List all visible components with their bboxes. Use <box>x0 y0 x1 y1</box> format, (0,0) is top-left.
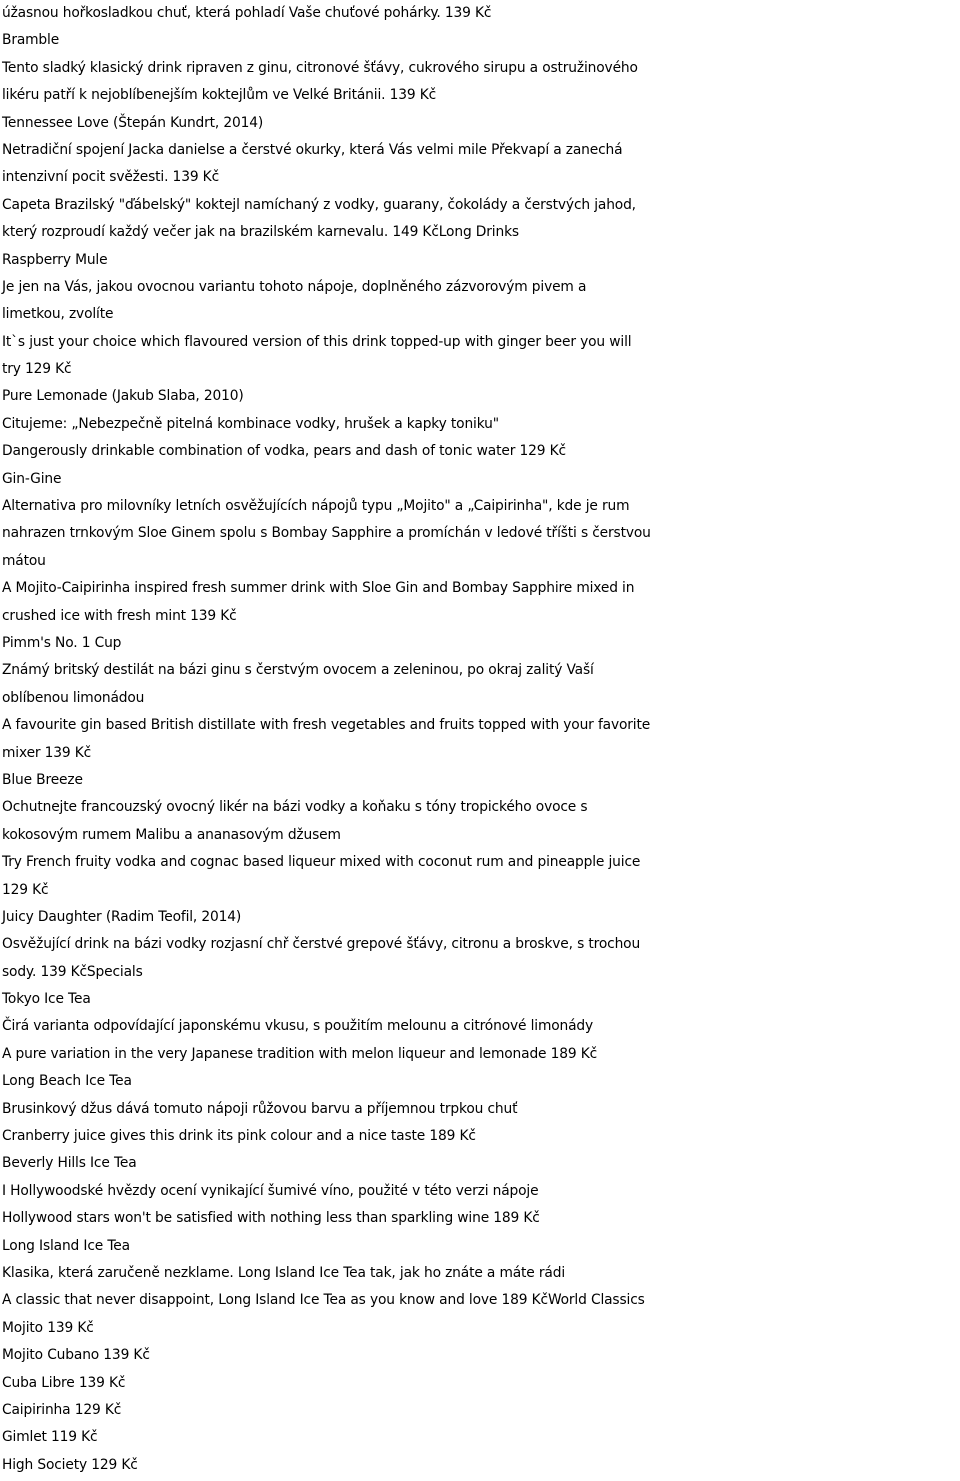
text-line: Tento sladký klasický drink ripraven z ginu, citronové šťávy, cukrového sirupu a ostružinového <box>2 59 638 76</box>
drink-name-gin-gine: Gin-Gine <box>2 470 62 487</box>
drink-name-tennessee-love: Tennessee Love (Štepán Kundrt, 2014) <box>2 114 264 131</box>
text-line: crushed ice with fresh mint 139 Kč <box>2 607 237 624</box>
drink-name-blue-breeze: Blue Breeze <box>2 771 83 788</box>
text-line: It`s just your choice which flavoured version of this drink topped-up with ginger beer you will <box>2 333 632 350</box>
text-line: 129 Kč <box>2 881 49 898</box>
text-line: Dangerously drinkable combination of vodka, pears and dash of tonic water 129 Kč <box>2 443 566 460</box>
text-line: kokosovým rumem Malibu a ananasovým džusem <box>2 826 341 843</box>
text-line: oblíbenou limonádou <box>2 689 145 706</box>
text-line: sody. 139 KčSpecials <box>2 963 143 980</box>
text-line: A classic that never disappoint, Long Island Ice Tea as you know and love 189 KčWorld Classics <box>2 1292 645 1309</box>
text-line: nahrazen trnkovým Sloe Ginem spolu s Bombay Sapphire a promíchán v ledové tříšti s čerstvou <box>2 525 651 542</box>
drink-name-pure-lemonade: Pure Lemonade (Jakub Slaba, 2010) <box>2 388 244 405</box>
drink-item-gimlet: Gimlet 119 Kč <box>2 1429 98 1446</box>
text-line: úžasnou hořkosladkou chuť, která pohladí Vaše chuťové pohárky. 139 Kč <box>2 5 492 21</box>
drink-name-bramble: Bramble <box>2 32 60 49</box>
text-line: intenzivní pocit svěžesti. 139 Kč <box>2 169 220 186</box>
text-line: A Mojito-Caipirinha inspired fresh summer drink with Sloe Gin and Bombay Sapphire mixed in <box>2 580 635 597</box>
drink-item-cuba-libre: Cuba Libre 139 Kč <box>2 1374 126 1391</box>
text-line: který rozproudí každý večer jak na brazilském karnevalu. 149 KčLong Drinks <box>2 224 519 241</box>
drink-item-caipirinha: Caipirinha 129 Kč <box>2 1401 122 1418</box>
drink-item-mojito-cubano: Mojito Cubano 139 Kč <box>2 1347 150 1364</box>
drink-name-beverly-hills-ice-tea: Beverly Hills Ice Tea <box>2 1155 137 1172</box>
text-line: Netradiční spojení Jacka danielse a čerstvé okurky, která Vás velmi mile Překvapí a zanechá <box>2 141 623 158</box>
drink-name-juicy-daughter: Juicy Daughter (Radim Teofil, 2014) <box>2 908 242 925</box>
text-line: Osvěžující drink na bázi vodky rozjasní chř čerstvé grepové šťávy, citronu a broskve, s trochou <box>2 936 641 953</box>
text-line: try 129 Kč <box>2 361 72 378</box>
text-line: Capeta Brazilský "ďábelský" koktejl namíchaný z vodky, guarany, čokolády a čerstvých jahod, <box>2 196 636 213</box>
drink-name-long-island-ice-tea: Long Island Ice Tea <box>2 1237 130 1254</box>
text-line: A pure variation in the very Japanese tradition with melon liqueur and lemonade 189 Kč <box>2 1045 598 1062</box>
drink-name-tokyo-ice-tea: Tokyo Ice Tea <box>2 991 91 1008</box>
drink-item-high-society: High Society 129 Kč <box>2 1456 138 1473</box>
text-line: Čirá varianta odpovídající japonskému vkusu, s použitím melounu a citrónové limonády <box>2 1018 594 1035</box>
text-line: limetkou, zvolíte <box>2 306 114 323</box>
text-line: Citujeme: „Nebezpečně pitelná kombinace vodky, hrušek a kapky toniku" <box>2 415 499 432</box>
text-line: Je jen na Vás, jakou ovocnou variantu tohoto nápoje, doplněného zázvorovým pivem a <box>2 278 587 295</box>
text-line: Ochutnejte francouzský ovocný likér na bázi vodky a koňaku s tóny tropického ovoce s <box>2 799 588 816</box>
text-line: Alternativa pro milovníky letních osvěžujících nápojů typu „Mojito" a „Caipirinha", kde je rum <box>2 498 630 515</box>
text-line: A favourite gin based British distillate with fresh vegetables and fruits topped with your favorite <box>2 717 651 734</box>
text-line: I Hollywoodské hvězdy ocení vynikající šumivé víno, použité v této verzi nápoje <box>2 1182 539 1199</box>
drink-name-pimms: Pimm's No. 1 Cup <box>2 634 122 651</box>
drink-item-mojito: Mojito 139 Kč <box>2 1319 94 1336</box>
text-line: mixer 139 Kč <box>2 744 92 761</box>
drink-name-raspberry-mule: Raspberry Mule <box>2 251 108 268</box>
drink-name-long-beach-ice-tea: Long Beach Ice Tea <box>2 1073 132 1090</box>
text-line: Cranberry juice gives this drink its pink colour and a nice taste 189 Kč <box>2 1128 476 1145</box>
text-line: likéru patří k nejoblíbenejším koktejlům ve Velké Británii. 139 Kč <box>2 87 437 104</box>
text-line: Hollywood stars won't be satisfied with nothing less than sparkling wine 189 Kč <box>2 1210 540 1227</box>
text-line: Try French fruity vodka and cognac based liqueur mixed with coconut rum and pineapple juice <box>2 854 641 871</box>
text-line: Klasika, která zaručeně nezklame. Long Island Ice Tea tak, jak ho znáte a máte rádi <box>2 1264 566 1281</box>
text-line: Brusinkový džus dává tomuto nápoji růžovou barvu a příjemnou trpkou chuť <box>2 1100 518 1117</box>
text-line: mátou <box>2 552 46 569</box>
text-line: Známý britský destilát na bázi ginu s čerstvým ovocem a zeleninou, po okraj zalitý Vaší <box>2 662 594 679</box>
